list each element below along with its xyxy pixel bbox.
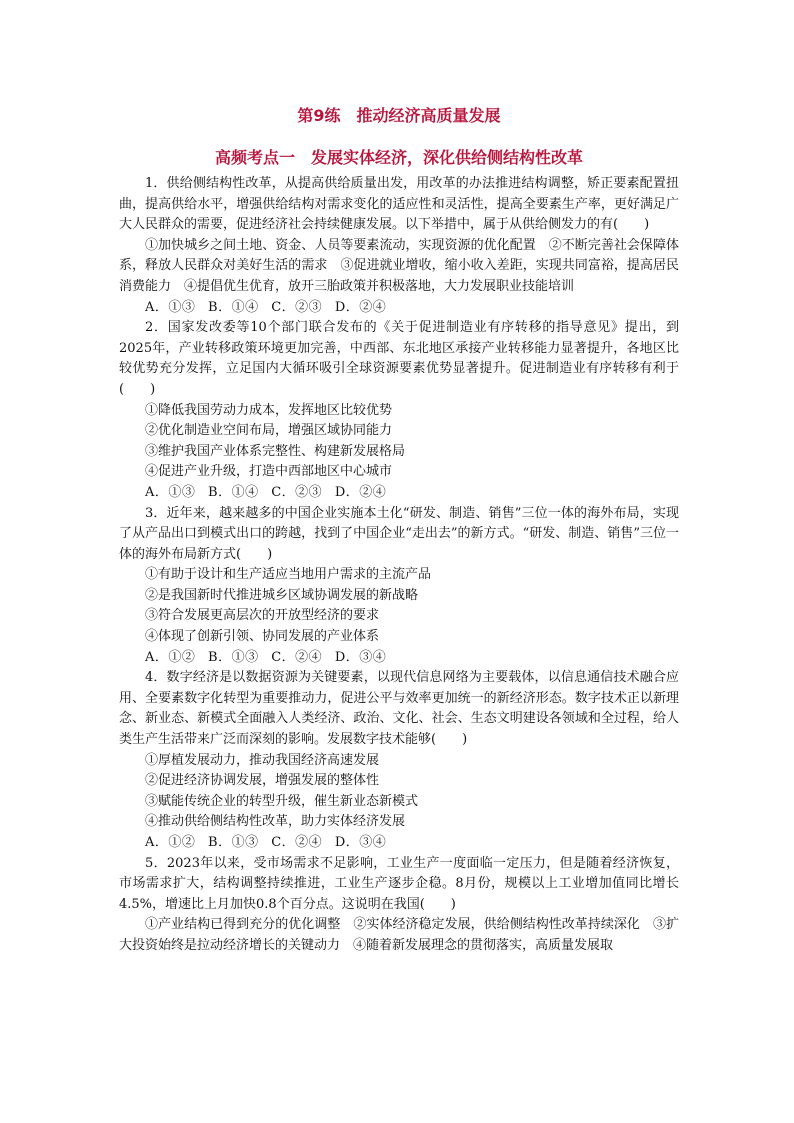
- question-stem: 1．供给侧结构性改革，从提高供给质量出发，用改革的办法推进结构调整，矫正要素配置扭曲，提高供给水平，增强供给结构对需求变化的适应性和灵活性，提高全要素生产率，更好满足广大人民群众的需要，促进经济社会持续健康发展。以下举措中，属于从供给侧发力的有( ): [119, 176, 679, 233]
- question-3: [119, 504, 679, 669]
- answer-choice-b: B．①④: [208, 484, 259, 500]
- answer-choice-d: D．②④: [334, 299, 387, 315]
- answer-choice-b: B．①④: [208, 299, 259, 315]
- question-stem: 4．数字经济是以数据资源为关键要素，以现代信息网络为主要载体，以信息通信技术融合应用、全要素数字化转型为重要推动力，促进公平与效率更加统一的新经济形态。数字技术正以新理念、新业态、新模式全面融入人类经济、政治、文化、社会、生态文明建设各领域和全过程，给人类生产生活带来广泛而深刻的影响。发展数字技术能够( ): [119, 670, 679, 748]
- option-item: ①厚植发展动力，推动我国经济高速发展: [145, 752, 380, 768]
- answer-choice-a: A．①②: [145, 835, 196, 850]
- question-1: [119, 174, 679, 318]
- page-title: 第9练 推动经济高质量发展: [297, 106, 501, 125]
- option-item: ②是我国新时代推进城乡区域协调发展的新战略: [145, 587, 419, 603]
- option-item: ④体现了创新引领、协同发展的产业体系: [145, 629, 380, 645]
- option-item: ④推动供给侧结构性改革，助力实体经济发展: [145, 814, 406, 830]
- answer-choice-a: A．①③: [145, 484, 196, 500]
- answer-choice-b: B．①③: [208, 649, 259, 665]
- answer-choice-d: D．②④: [334, 484, 387, 500]
- question-stem: 3．近年来，越来越多的中国企业实施本土化“研发、制造、销售”三位一体的海外布局，实现了从产品出口到模式出口的跨越，找到了中国企业“走出去”的新方式。“研发、制造、销售”三位一体的海外布局新方式( ): [119, 505, 679, 562]
- answer-choice-a: A．①③: [145, 299, 196, 315]
- option-item: ②优化制造业空间布局，增强区域协同能力: [145, 423, 393, 439]
- section-subtitle: 高频考点一 发展实体经济，深化供给侧结构性改革: [214, 148, 583, 167]
- answer-choices: [119, 483, 679, 504]
- document-page: [119, 104, 679, 957]
- question-options: ①加快城乡之间土地、资金、人员等要素流动，实现资源的优化配置 ②不断完善社会保障体系，释放人民群众对美好生活的需求 ③促进就业增收，缩小收入差距，实现共同富裕，提高居民消费能力 ④提倡优生优育，放开三胎政策并积极落地，大力发展职业技能培训: [119, 237, 679, 294]
- question-2: [119, 318, 679, 503]
- answer-choice-d: D．③④: [334, 835, 387, 850]
- answer-choice-c: C．②④: [271, 835, 323, 850]
- option-item: ③赋能传统企业的转型升级，催生新业态新模式: [145, 793, 419, 809]
- answer-choices: [119, 298, 679, 319]
- option-item: ①有助于设计和生产适应当地用户需求的主流产品: [145, 567, 432, 583]
- question-5: [119, 854, 679, 957]
- question-stem: 5．2023年以来，受市场需求不足影响，工业生产一度面临一定压力，但是随着经济恢复，市场需求扩大，结构调整持续推进，工业生产逐步企稳。8月份，规模以上工业增加值同比增长4.5%，增速比上月加快0.8个百分点。这说明在我国( ): [119, 855, 679, 912]
- answer-choice-c: C．②③: [271, 299, 323, 315]
- answer-choices: [119, 833, 679, 854]
- answer-choice-c: C．②③: [271, 484, 323, 500]
- option-item: ③符合发展更高层次的开放型经济的要求: [145, 608, 380, 624]
- option-item: ④促进产业升级，打造中西部地区中心城市: [145, 464, 393, 480]
- question-options: ①产业结构已得到充分的优化调整 ②实体经济稳定发展，供给侧结构性改革持续深化 ③扩大投资始终是拉动经济增长的关键动力 ④随着新发展理念的贯彻落实，高质量发展取: [119, 917, 679, 953]
- option-item: ②促进经济协调发展，增强发展的整体性: [145, 773, 380, 789]
- option-item: ③维护我国产业体系完整性、构建新发展格局: [145, 443, 406, 459]
- question-4: [119, 668, 679, 853]
- option-item: ①降低我国劳动力成本，发挥地区比较优势: [145, 402, 393, 418]
- answer-choices: [119, 648, 679, 669]
- answer-choice-b: B．①③: [208, 835, 259, 850]
- answer-choice-a: A．①②: [145, 649, 196, 665]
- answer-choice-c: C．②④: [271, 649, 323, 665]
- answer-choice-d: D．③④: [334, 649, 387, 665]
- question-stem: 2．国家发改委等10个部门联合发布的《关于促进制造业有序转移的指导意见》提出，到2025年，产业转移政策环境更加完善，中西部、东北地区承接产业转移能力显著提升，各地区比较优势充分发挥，立足国内大循环吸引全球资源要素优势显著提升。促进制造业有序转移有利于( ): [119, 320, 679, 397]
